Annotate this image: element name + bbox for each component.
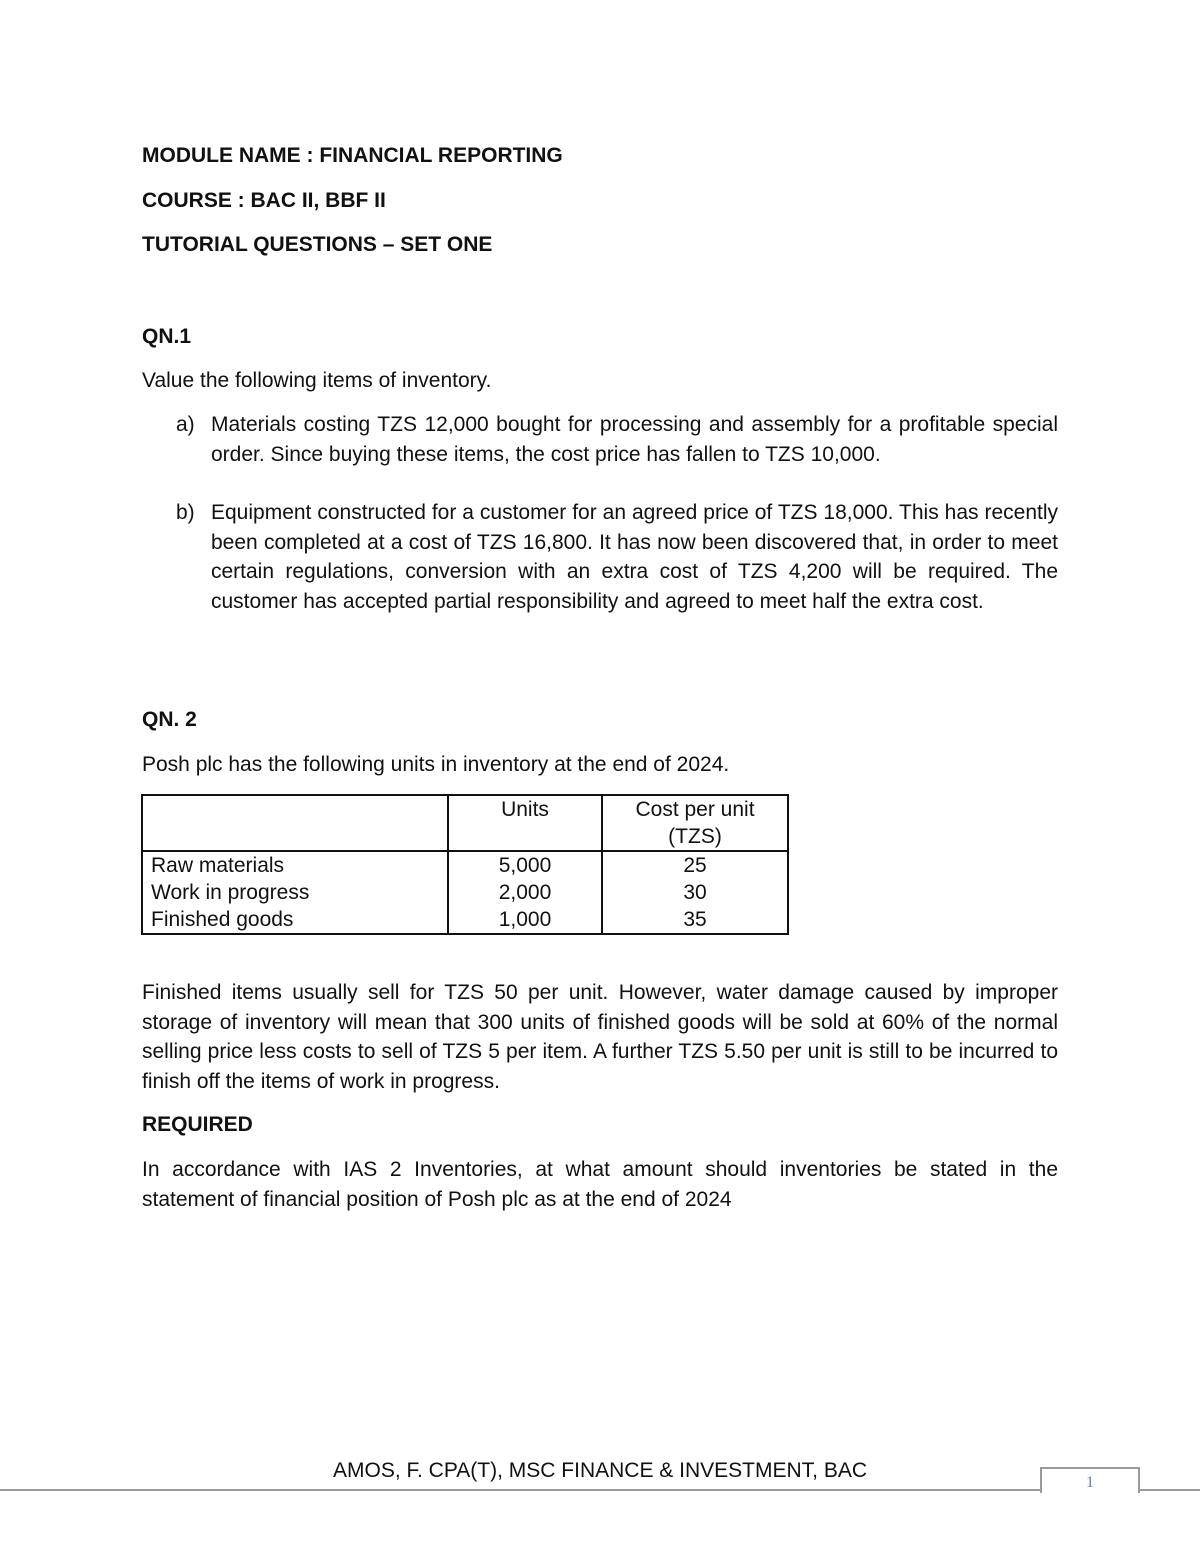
inventory-table xyxy=(141,794,789,935)
table-cell: Work in progress xyxy=(142,879,448,906)
table-cell: 2,000 xyxy=(448,879,602,906)
list-marker: a) xyxy=(176,413,195,436)
required-text: In accordance with IAS 2 Inventories, at what amount should inventories be stated in the statement of financial position of Posh plc as at the end of 2024 xyxy=(142,1158,1058,1211)
qn1-item-a xyxy=(176,410,1058,469)
table-cell: 35 xyxy=(602,906,788,934)
table-row xyxy=(142,906,788,934)
module-name-heading: MODULE NAME : FINANCIAL REPORTING xyxy=(142,144,563,167)
table-cell: 30 xyxy=(602,879,788,906)
table-cell: 1,000 xyxy=(448,906,602,934)
table-cell: 25 xyxy=(602,851,788,879)
table-row xyxy=(142,851,788,879)
table-header-cell xyxy=(142,795,448,851)
qn2-body: Finished items usually sell for TZS 50 per unit. However, water damage caused by improper storage of inventory will mean that 300 units of finished goods will be sold at 60% of the normal selling price less costs to sell of TZS 5 per item. A further TZS 5.50 per unit is still to be incurred to finish off the items of work in progress. xyxy=(142,981,1058,1093)
list-item-text: Materials costing TZS 12,000 bought for processing and assembly for a profitable special order. Since buying these items, the cost price has fallen to TZS 10,000. xyxy=(211,413,1058,466)
required-heading: REQUIRED xyxy=(142,1113,253,1136)
table-header-cell: Cost per unit (TZS) xyxy=(602,795,788,851)
table-header-cell: Units xyxy=(448,795,602,851)
table-cell: Finished goods xyxy=(142,906,448,934)
page-number: 1 xyxy=(1086,1474,1094,1491)
qn2-intro: Posh plc has the following units in inventory at the end of 2024. xyxy=(142,753,730,776)
qn1-intro: Value the following items of inventory. xyxy=(142,369,492,392)
table-header-row xyxy=(142,795,788,851)
list-item-text: Equipment constructed for a customer for an agreed price of TZS 18,000. This has recently been completed at a cost of TZS 16,800. It has now been discovered that, in order to meet certain regulations, conversion with an extra cost of TZS 4,200 will be required. The customer has accepted partial responsibility and agreed to meet half the extra cost. xyxy=(211,501,1058,613)
table-row xyxy=(142,879,788,906)
qn1-item-b xyxy=(176,498,1058,616)
qn2-heading: QN. 2 xyxy=(142,708,197,731)
footer-rule xyxy=(0,1489,1200,1491)
tutorial-set-heading: TUTORIAL QUESTIONS – SET ONE xyxy=(142,233,493,256)
table-cell: Raw materials xyxy=(142,851,448,879)
course-heading: COURSE : BAC II, BBF II xyxy=(142,189,386,212)
footer-author: AMOS, F. CPA(T), MSC FINANCE & INVESTMENT, BAC xyxy=(333,1459,867,1482)
list-marker: b) xyxy=(176,501,195,524)
table-cell: 5,000 xyxy=(448,851,602,879)
qn1-heading: QN.1 xyxy=(142,325,192,348)
